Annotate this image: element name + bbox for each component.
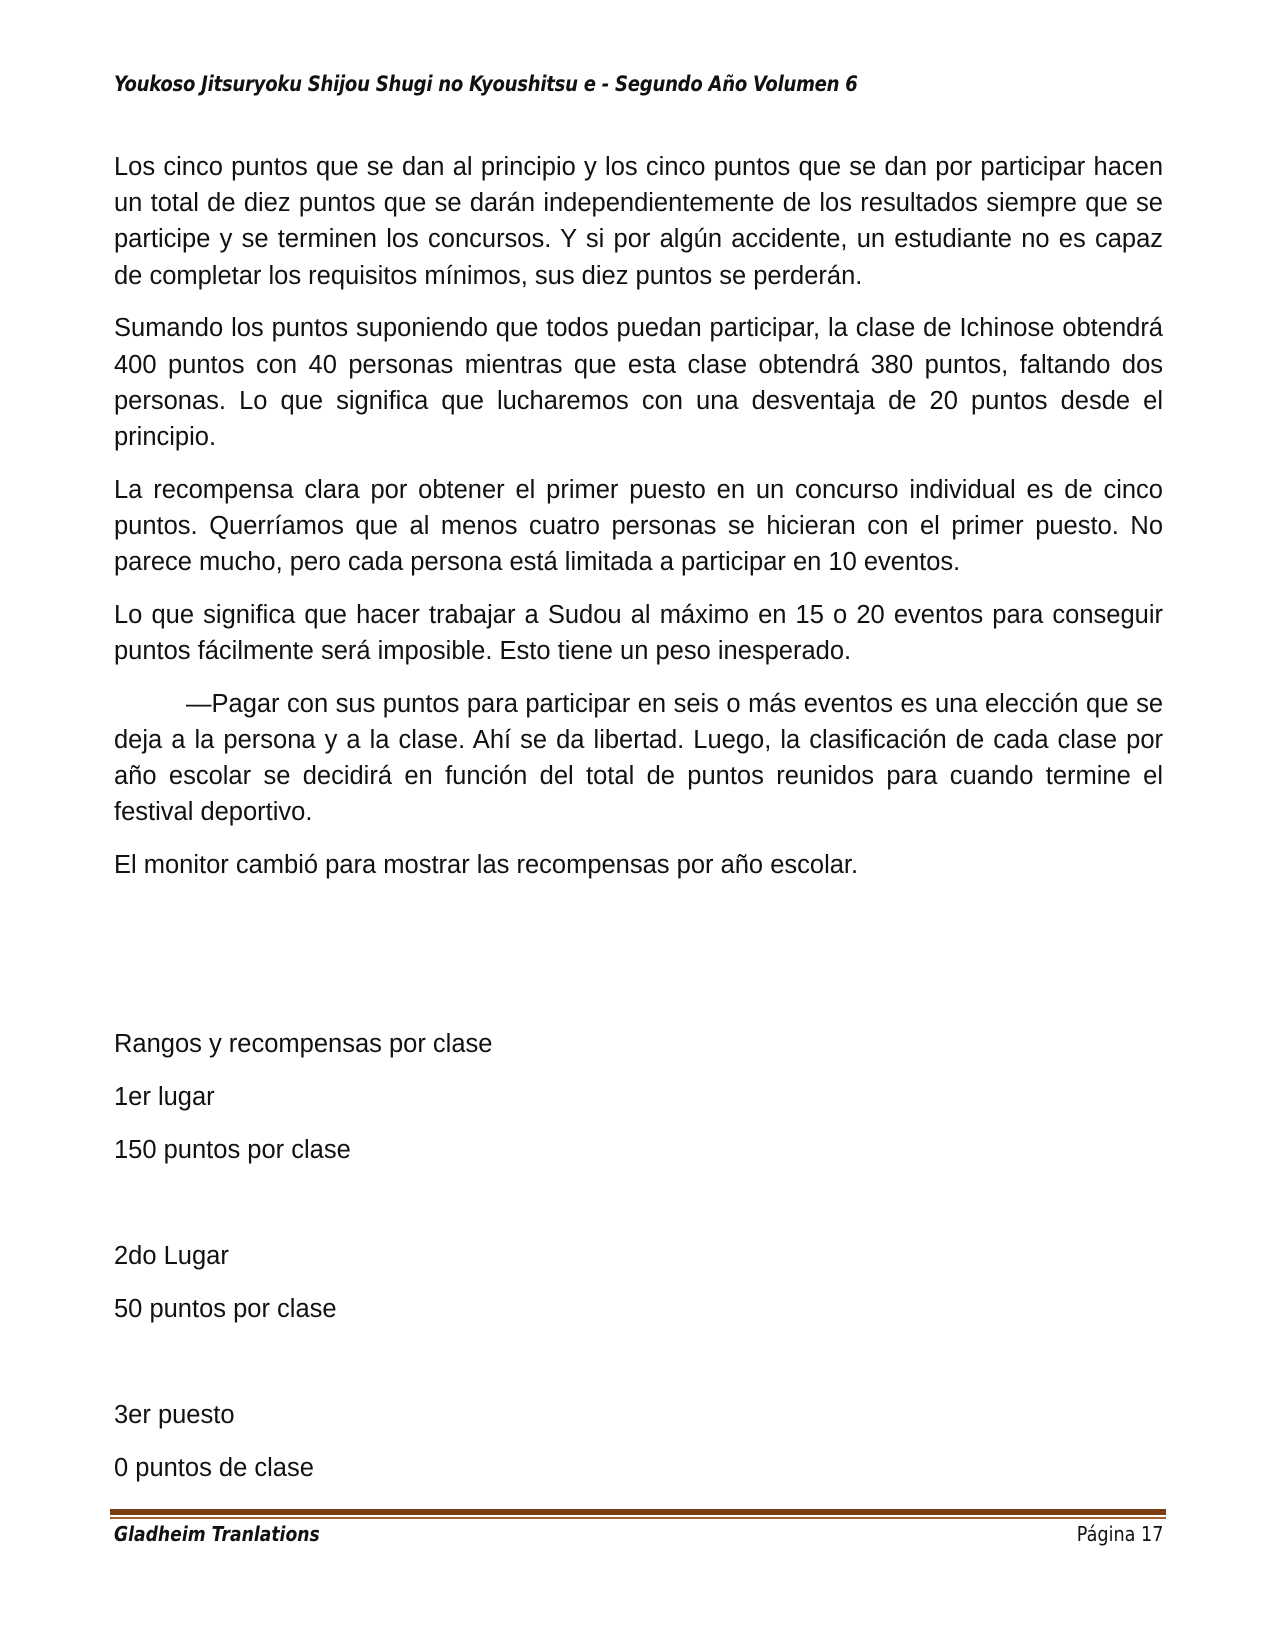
- page-number: Página 17: [1076, 1522, 1163, 1546]
- rank-label: 1er lugar: [114, 1083, 215, 1111]
- reward-value: 150 puntos por clase: [114, 1136, 351, 1164]
- footer-divider: [110, 1509, 1166, 1515]
- paragraph: El monitor cambió para mostrar las recompensas por año escolar.: [114, 850, 859, 879]
- footer-publisher: Gladheim Tranlations: [114, 1522, 320, 1546]
- running-header: Youkoso Jitsuryoku Shijou Shugi no Kyoushitsu e - Segundo Año Volumen 6: [114, 72, 858, 96]
- rewards-title: Rangos y recompensas por clase: [114, 1030, 493, 1058]
- paragraph: La recompensa clara por obtener el primer puesto en un concurso individual es de cinco puntos. Querríamos que al menos cuatro personas se hicieran con el primer puesto. No parece mucho, pero cada persona está limitada a participar en 10 eventos.: [114, 475, 1163, 577]
- paragraph: Lo que significa que hacer trabajar a Sudou al máximo en 15 o 20 eventos para conseguir puntos fácilmente será imposible. Esto tiene un peso inesperado.: [114, 600, 1163, 665]
- paragraph: Sumando los puntos suponiendo que todos puedan participar, la clase de Ichinose obtendrá 400 puntos con 40 personas mientras que esta clase obtendrá 380 puntos, faltando dos personas. Lo que significa que lucharemos con una desventaja de 20 puntos desde el principio.: [114, 314, 1163, 451]
- footer-divider-thin: [110, 1517, 1166, 1519]
- paragraph: Los cinco puntos que se dan al principio y los cinco puntos que se dan por participar hacen un total de diez puntos que se darán independientemente de los resultados siempre que se participe y se terminen los concursos. Y si por algún accidente, un estudiante no es capaz de completar los requisitos mínimos, sus diez puntos se perderán.: [114, 153, 1163, 290]
- rewards-list: [114, 1026, 492, 1503]
- body-text: [114, 149, 1163, 900]
- paragraph: —Pagar con sus puntos para participar en seis o más eventos es una elección que se deja a la persona y a la clase. Ahí se da libertad. Luego, la clasificación de cada clase por año escolar se decidirá en función del total de puntos reunidos para cuando termine el festival deportivo.: [114, 689, 1163, 827]
- reward-value: 50 puntos por clase: [114, 1295, 337, 1323]
- rank-label: 3er puesto: [114, 1401, 235, 1429]
- reward-value: 0 puntos de clase: [114, 1454, 314, 1482]
- rank-label: 2do Lugar: [114, 1242, 229, 1270]
